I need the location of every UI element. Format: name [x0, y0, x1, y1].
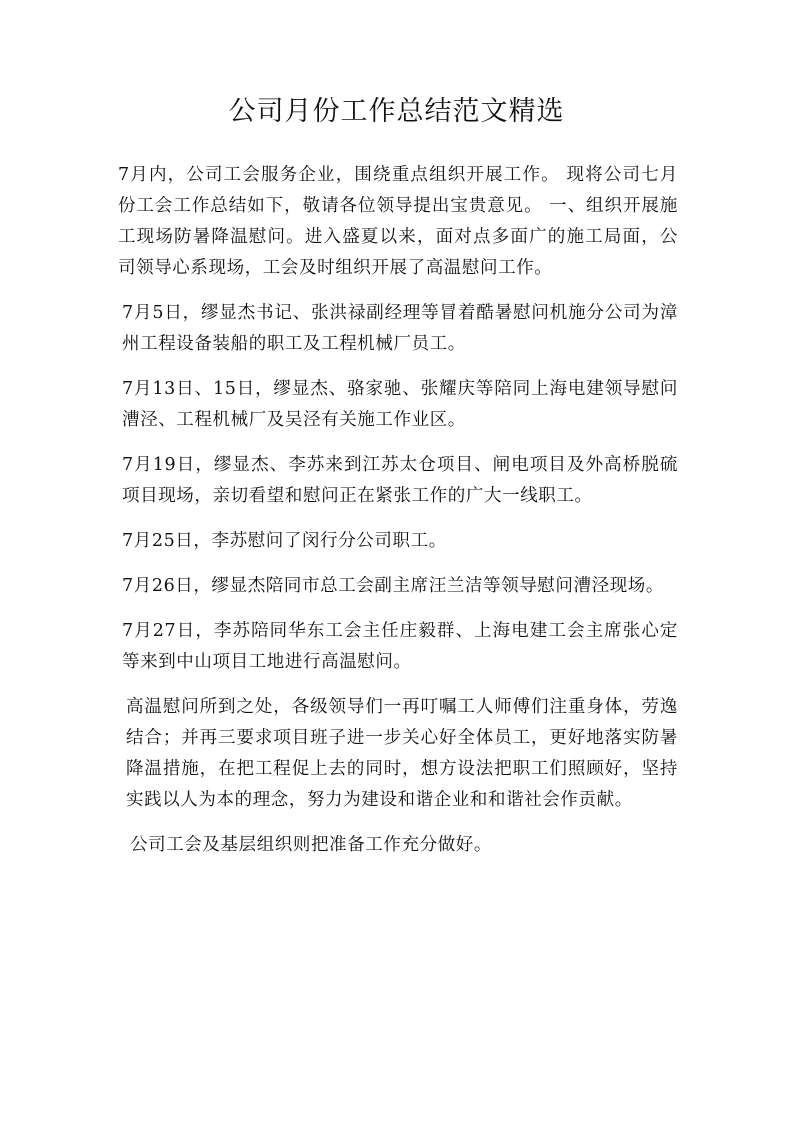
paragraph: 7月19日，缪显杰、李苏来到江苏太仓项目、闸电项目及外高桥脱硫项目现场，亲切看望和慰问正在紧张工作的广大一线职工。 [122, 455, 678, 506]
paragraph: 7月5日，缪显杰书记、张洪禄副经理等冒着酷暑慰问机施分公司为漳州工程设备装船的职工及工程机械厂员工。 [122, 303, 678, 354]
paragraph: 7月26日，缪显杰陪同市总工会副主席汪兰洁等领导慰问漕泾现场。 [122, 576, 664, 596]
paragraph: 高温慰问所到之处，各级领导们一再叮嘱工人师傅们注重身体，劳逸结合；并再三要求项目班子进一步关心好全体员工，更好地落实防暑降温措施，在把工程促上去的同时，想方设法把职工们照顾好，坚持实践以人为本的理念，努力为建设和谐企业和和谐社会作贡献。 [126, 697, 678, 810]
document-title: 公司月份工作总结范文精选 [228, 96, 565, 127]
document-body [118, 160, 678, 875]
paragraph: 7月25日，李苏慰问了闵行分公司职工。 [122, 531, 447, 551]
paragraph: 公司工会及基层组织则把准备工作充分做好。 [130, 835, 492, 855]
paragraph: 7月13日、15日，缪显杰、骆家驰、张耀庆等陪同上海电建领导慰问漕泾、工程机械厂及吴泾有关施工作业区。 [122, 379, 678, 430]
paragraph: 7月内，公司工会服务企业，围绕重点组织开展工作。 现将公司七月份工会工作总结如下，敬请各位领导提出宝贵意见。 一、组织开展施工现场防暑降温慰问。进入盛夏以来，面对点多面广的施工局面，公司领导心系现场，工会及时组织开展了高温慰问工作。 [118, 165, 678, 278]
paragraph: 7月27日，李苏陪同华东工会主任庄毅群、上海电建工会主席张心定等来到中山项目工地进行高温慰问。 [122, 621, 678, 672]
